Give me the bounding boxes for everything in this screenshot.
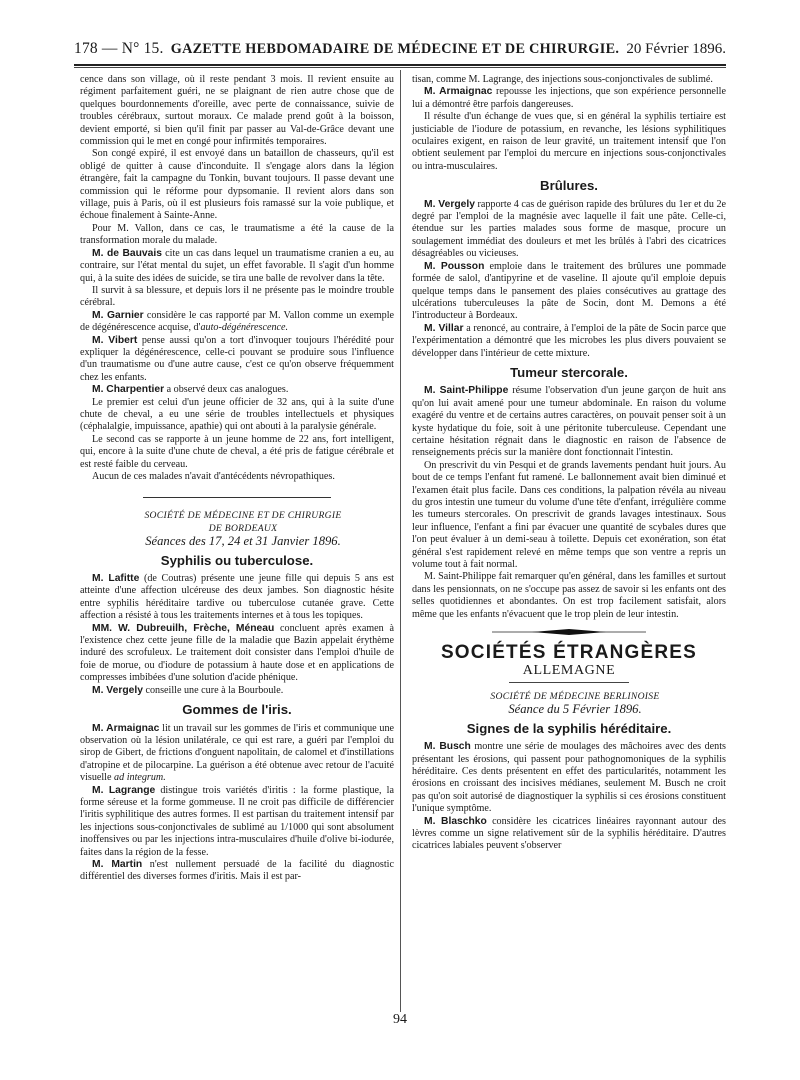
paragraph-text: considère les cicatrices linéaires rayonnant autour des lèvres comme un signe relativement sûr de la syphilis héréditaire. D'autres cicatrices labiales peuvent s'observer: [412, 815, 726, 852]
speaker-name: M. Charpentier: [92, 384, 165, 396]
paragraph: Il survit à sa blessure, et depuis lors il ne présente pas le moindre trouble cérébral.: [80, 284, 394, 309]
paragraph: [80, 335, 394, 385]
speaker-name: MM. W. Dubreuilh, Frèche, Méneau: [92, 622, 275, 634]
session-date: Séance du 5 Février 1896.: [508, 702, 642, 717]
session-dates: Séances des 17, 24 et 31 Janvier 1896.: [145, 534, 341, 549]
column-divider: [400, 70, 401, 1012]
page-number-issue: 178 — N° 15.: [74, 40, 164, 57]
paragraph: [412, 323, 726, 360]
speaker-name: M. Martin: [92, 858, 143, 870]
paragraph: [80, 248, 394, 285]
speaker-name: M. Saint-Philippe: [424, 385, 509, 397]
paragraph: M. Saint-Philippe fait remarquer qu'en général, dans les familles et surtout dans les pensionnats, on ne s'occupe pas assez de savoir si les enfants ont des selles quotidiennes et abondantes. On est trop facilement satisfait, alors même que les enfants n'évacuent que le trop plein de leur intestin.: [412, 571, 726, 620]
speaker-name: M. Vibert: [92, 334, 138, 346]
section-heading: Syphilis ou tuberculose.: [160, 552, 314, 568]
paragraph-text: repousse les injections, que son expérience personnelle lui a démontré être parfois dangereuses.: [412, 86, 726, 110]
paragraph-text: rapporte 4 cas de guérison rapide des brûlures du 1er et du 2e degré par l'emploi de la magnésie avec laquelle il fait une pâte. Celle-ci, étendue sur les parties malades sous forme de masque, procure un soulagement immédiat des douleurs et met les brûlés à l'abri des cicatrices désagréables ou vicieuses.: [412, 198, 727, 260]
paragraph: tisan, comme M. Lagrange, des injections sous-conjonctivales de sublimé.: [412, 74, 713, 85]
right-column: [412, 74, 726, 853]
section-heading: Signes de la syphilis héréditaire.: [466, 720, 672, 736]
country-heading: ALLEMAGNE: [522, 663, 616, 679]
ornamental-rule: [412, 627, 726, 637]
paragraph-text: a observé deux cas analogues.: [164, 384, 289, 396]
speaker-name: M. Lafitte: [92, 573, 140, 585]
paragraph-text: pense aussi qu'on a tort d'invoquer toujours l'hérédité pour expliquer la dégénérescence, celle-ci pouvant se produire sous l'influence d'un traumatisme ou d'une autre cause, c'est ce qu'on observe fréquemment chez les enfants.: [80, 334, 394, 383]
paragraph-text: concluent après examen à l'existence chez cette jeune fille de la maladie que Bazin appelait érythème induré des scrofuleux. Le traitement doit consister dans l'emploi d'huile de foie de morue, ou d'iodure de potassium à haute dose et en applications de compresses imbibées d'une solution d'acide phénique.: [80, 622, 394, 684]
speaker-name: M. de Bauvais: [92, 247, 162, 259]
speaker-name: M. Vergely: [92, 684, 143, 696]
speaker-name: M. Lagrange: [92, 784, 156, 796]
paragraph-text: a renoncé, au contraire, à l'emploi de la pâte de Socin parce que l'expérimentation a démontré que les microbes les plus divers pouvaient se développer dans l'intérieur de cette mixture.: [412, 322, 726, 359]
emphasis: ad integrum.: [114, 772, 166, 784]
paragraph: [80, 859, 394, 884]
paragraph: [412, 385, 726, 459]
folio-number: 94: [393, 1012, 407, 1027]
paragraph-text: cite un cas dans lequel un traumatisme cranien a eu, au contraire, sur l'état mental du sujet, un effet favorable. Il s'agit d'un homme qui, à la suite des idées de suicide, se tira une balle de revolver dans la tête.: [80, 247, 394, 284]
paragraph: Il résulte d'un échange de vues que, si en général la syphilis tertiaire est justiciable de l'iodure de potassium, en revanche, les lésions syphilitiques oculaires exigent, en raison de leur gravité, un traitement intensif que l'on obtient seulement par l'emploi du mercure en injections sous-conjonctivales ou intra-musculaires.: [412, 111, 726, 172]
paragraph: [80, 785, 394, 859]
ornamental-rule-icon: [412, 627, 726, 637]
paragraph-text: conseille une cure à la Bourboule.: [142, 684, 284, 696]
paragraph-text: n'est nullement persuadé de la facilité du diagnostic différentiel des diverses formes d'iritis. Mais il est par-: [80, 858, 394, 883]
section-heading: Tumeur stercorale.: [510, 364, 628, 380]
speaker-name: M. Busch: [424, 741, 471, 753]
left-column: [80, 74, 394, 884]
section-divider: [143, 497, 331, 500]
society-name: SOCIÉTÉ DE MÉDECINE BERLINOISE: [490, 690, 660, 702]
paragraph: On prescrivit du vin Pesqui et de grands lavements pendant huit jours. Au bout de ce temps l'enfant fut ramené. Le ballonnement avait bien diminué et l'examen était plus facile. Dans ces conditions, la palpation révéla au niveau du gros intestin une tumeur du volume d'une tête d'enfant, irrégulière comme les tumeurs stercorales. On prescrivit de grands lavages intestinaux. Sous leur influence, l'enfant a fini par évacuer une quantité de scybales dures que l'on peut évaluer à un demi-seau à toilette. Depuis cet exonération, son état général s'est rapidement relevé en même temps que son ventre a repris un volume tout à fait normal.: [412, 459, 726, 571]
emphasis: auto-dégénérescence.: [200, 322, 289, 334]
paragraph-text: (de Coutras) présente une jeune fille qui depuis 5 ans est atteinte d'une affection ulcéreuse des deux jambes. Son diagnostic hésite entre syphilis héréditaire tardive ou tuberculose cutanée grave. Cette affection a résisté à tous les traitements internes et à tous les topiques.: [80, 573, 394, 622]
paragraph: Le second cas se rapporte à un jeune homme de 22 ans, fort intelligent, qui, encore à la suite d'une chute de cheval, a été pris de fatigue cérébrale et est resté faible du cerveau.: [80, 433, 394, 470]
paragraph: Son congé expiré, il est envoyé dans un bataillon de chasseurs, qu'il est obligé de quitter à cause d'inconduite. Il s'engage alors dans la légion étrangère, fait la campagne du Tonkin, buvant toujours. Il passe devant une commission qui le réforme pour dypsomanie. Il revient alors dans son village, puis à Paris, où il est plusieurs fois ramassé sur la voie publique, et échoue finalement à Sainte-Anne.: [80, 148, 394, 222]
paragraph: Le premier est celui d'un jeune officier de 32 ans, qui à la suite d'une chute de cheval, a eu une série de troubles intellectuels et physiques (céphalalgie, impuissance, apathie) qui ont abouti à la paralysie générale.: [80, 396, 394, 433]
paragraph: [80, 723, 394, 785]
section-banner: SOCIÉTÉS ÉTRANGÈRES: [440, 642, 698, 664]
paragraph-text: résume l'observation d'un jeune garçon de huit ans qu'on lui avait amené pour une tumeur abdominale. En raison du volume exagéré du ventre et de certains autres caractères, on pouvait penser soit à un kyste hydatique du foie, soit à une péritonite tuberculeuse. Cependant une certaine hésitation régnait dans le diagnostic en raison de l'absence de renseignements précis sur la manière dont fonctionnait l'intestin.: [412, 385, 726, 459]
country-rule: [509, 682, 629, 683]
paragraph: cence dans son village, où il reste pendant 3 mois. Il revient ensuite au régiment parfaitement guéri, ne se plaignant de rien autre chose que de quelques bourdonnements d'oreille, avec perte de connaissance, suivie de troubles cérébraux, surtout moraux. Ce malade prend goût à la boisson, devient emporté, si bien qu'il finit par passer au Val-de-Grâce devant une commission qui le met en congé pour infirmités temporaires.: [80, 74, 394, 148]
society-name: SOCIÉTÉ DE MÉDECINE ET DE CHIRURGIE: [144, 510, 342, 522]
speaker-name: M. Blaschko: [424, 815, 487, 827]
journal-title: GAZETTE HEBDOMADAIRE DE MÉDECINE ET DE CHIRURGIE.: [170, 41, 620, 57]
paragraph: [412, 741, 726, 815]
section-heading: Gommes de l'iris.: [182, 702, 292, 718]
speaker-name: M. Pousson: [424, 260, 485, 272]
paragraph: [412, 199, 726, 261]
speaker-name: M. Armaignac: [92, 722, 160, 734]
paragraph: [80, 685, 394, 697]
issue-date: 20 Février 1896.: [626, 41, 726, 57]
paragraph: [412, 86, 726, 111]
paragraph: [80, 384, 394, 396]
paragraph: Aucun de ces malades n'avait d'antécédents névropathiques.: [92, 471, 335, 482]
paragraph: [412, 816, 726, 853]
section-heading: Brûlures.: [540, 178, 598, 194]
speaker-name: M. Garnier: [92, 309, 144, 321]
paragraph: [80, 623, 394, 685]
speaker-name: M. Vergely: [424, 198, 475, 210]
paragraph-text: considère le cas rapporté par M. Vallon comme un exemple de dégénérescence acquise, d': [80, 309, 394, 334]
society-name-line2: DE BORDEAUX: [208, 522, 278, 534]
paragraph-text: emploie dans le traitement des brûlures une pommade formée de salol, d'antipyrine et de vaseline. Il ajoute qu'il emploie depuis quelque temps dans le pansement des plaies consécutives au grattage des ulcérations tuberculeuses la pâte de Socin, dont M. Demons a été l'introducteur à Bordeaux.: [412, 260, 726, 322]
paragraph-text: distingue trois variétés d'iritis : la forme plastique, la forme séreuse et la forme gommeuse. Il ne croit pas difficile de différencier l'iritis syphilitique des autres formes. Il est partisan du traitement intensif par les injections sous-conjonctivales de sublimé au 1/1000 qui sont absolument inoffensives ou par les injections intra-musculaires d'huile d'olive bi-iodurée, faites dans la région de la fesse.: [80, 784, 394, 858]
running-header: [74, 40, 726, 62]
paragraph: [80, 573, 394, 623]
paragraph: [80, 310, 394, 335]
paragraph-text: lit un travail sur les gommes de l'iris et communique une observation où la lésion unilatérale, ce qui est rare, a guéri par l'emploi du sirop de Gibert, de frictions d'onguent napolitain, de calomel et d'instillations d'atropine et de pilocarpine. La guérison a été obtenue avec retour de l'acuité visuelle: [80, 722, 395, 784]
paragraph: Pour M. Vallon, dans ce cas, le traumatisme a été la cause de la transformation morale du malade.: [80, 222, 394, 247]
paragraph-text: montre une série de moulages des mâchoires avec des dents présentant les érosions, qui passent pour pathognomoniques de la syphilis héréditaire. Ces dents présentent en effet des particularités, notamment les érosions en croissant des incisives médianes, seulement M. Busch ne croit pas qu'on soit autorisé de diagnostiquer la syphilis si ces érosions constituent l'unique symptôme.: [412, 741, 726, 815]
header-rule-thin: [74, 67, 726, 68]
speaker-name: M. Villar: [424, 322, 464, 334]
header-rule: [74, 64, 726, 66]
speaker-name: M. Armaignac: [424, 86, 493, 98]
paragraph: [412, 261, 726, 323]
